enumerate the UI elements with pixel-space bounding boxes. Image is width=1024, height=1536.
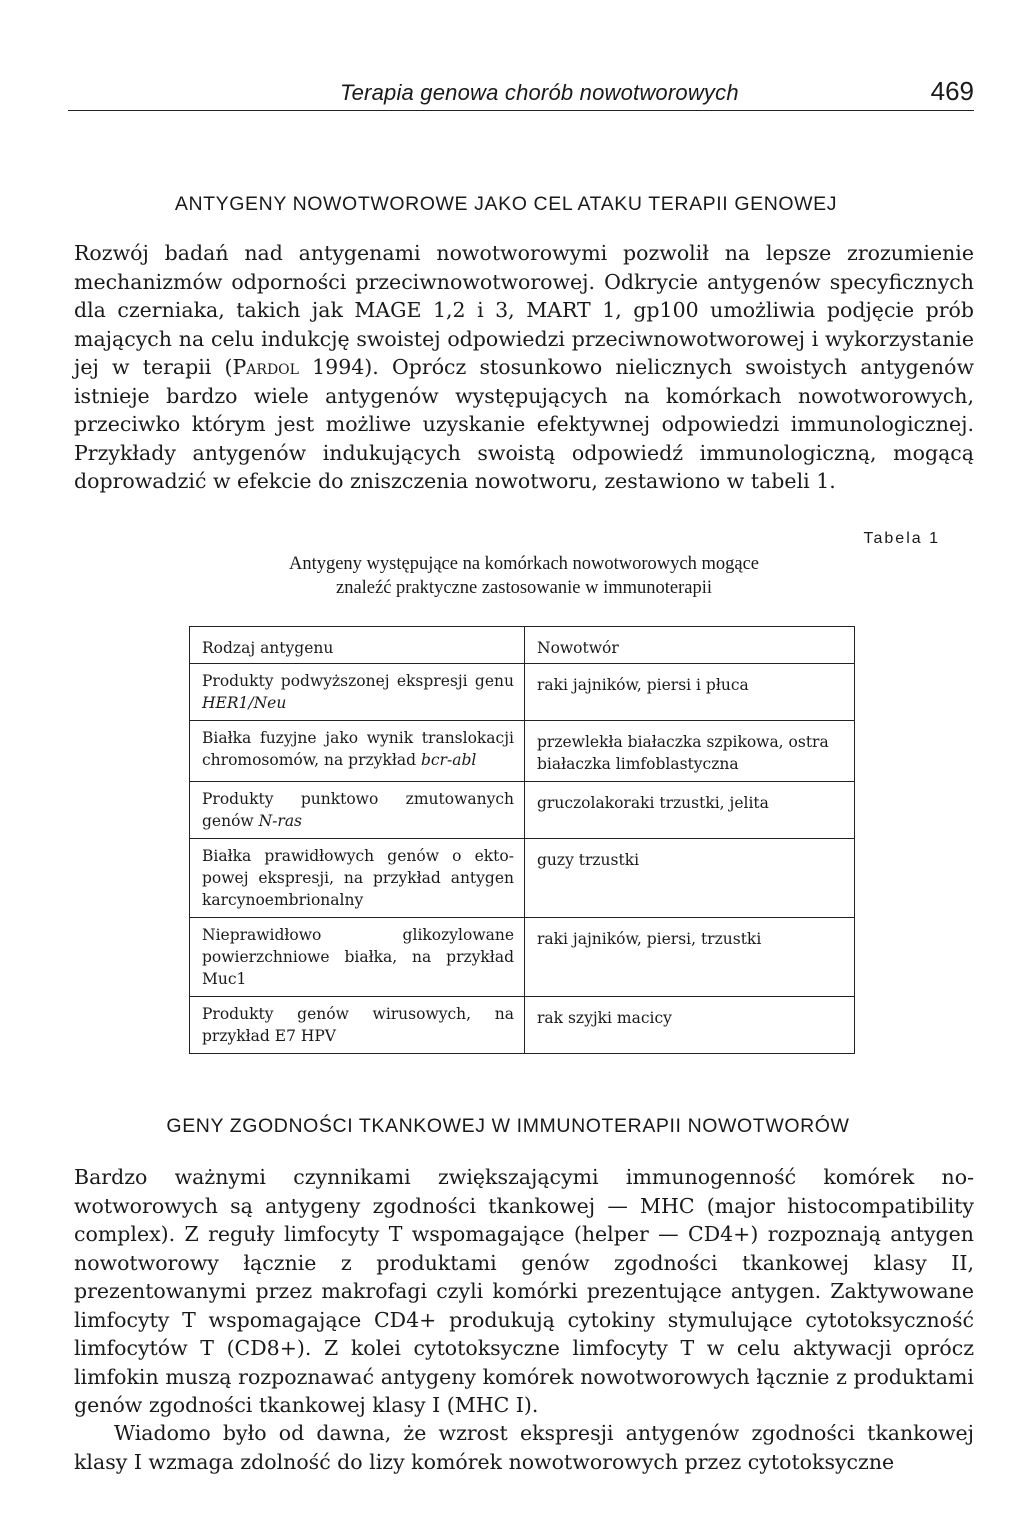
table-row [190,918,855,997]
table-row [190,721,855,782]
tumor-cell: gruczolakoraki trzustki, jelita [525,782,855,839]
tumor-cell: guzy trzustki [525,839,855,918]
antigen-cell: Białka prawidłowych genów o ektopowej ekspresji, na przykład antygen karcynoembrionalny [190,839,525,918]
column-header-antigen: Rodzaj antygenu [190,627,525,664]
antigen-text: Produkty podwyższonej ekspresji genu [202,672,514,690]
antigen-cell: Produkty genów wirusowych, na przykład E7 HPV [190,997,525,1054]
citation-author: Pardol [232,355,299,379]
antigen-text: Białka fuzyjne jako wynik translokacji chromosomów, na przykład [202,729,514,769]
table-row [190,839,855,918]
running-title: Terapia genowa chorób nowotworowych [340,80,739,105]
table-row [190,782,855,839]
paragraph-mhc-1: Bardzo ważnymi czynnikami zwiększającymi immunogenność komórek nowotworowych są antygeny zgodności tkankowej — MHC (major histocompatibility complex). Z reguły limfocyty T wspomagające (helper — CD4+) rozpoznają antygen nowotworowy łącznie z produktami genów zgodności tkankowej klasy II, prezentowanymi przez makrofagi czyli komórki prezentujące antygen. Zaktywowane limfocyty T wspomagające CD4+ produkują cytokiny stymulujące cytotoksyczność limfocytów T (CD8+). Z kolei cytotoksyczne limfocyty T w celu aktywacji oprócz limfokin muszą rozpoznawać antygeny komórek nowotworowych łącznie z produktami genów zgodności tkankowej klasy I (MHC I). [74,1165,974,1417]
table-title [74,552,974,600]
table-title-line: znaleźć praktyczne zastosowanie w immunoterapii [335,578,712,598]
table-caption [74,530,974,600]
antigen-cell [190,664,525,721]
antigen-cell [190,782,525,839]
section-heading-mhc: GENY ZGODNOŚCI TKANKOWEJ W IMMUNOTERAPII NOWOTWORÓW [166,1115,850,1137]
antigen-cell: Nieprawidłowo glikozylowane powierzchniowe białka, na przykład Muc1 [190,918,525,997]
column-header-tumor: Nowotwór [525,627,855,664]
gene-name: HER1/Neu [202,694,287,712]
gene-name: bcr-abl [420,751,477,769]
section-heading-antigens: ANTYGENY NOWOTWOROWE JAKO CEL ATAKU TERAPII GENOWEJ [174,193,838,215]
antigen-text: Produkty punktowo zmutowanych genów [202,790,514,830]
tumor-cell: raki jajników, piersi, trzustki [525,918,855,997]
table-label: Tabela 1 [863,530,940,547]
paragraph-antigens [74,239,974,496]
antigen-table [189,626,855,1054]
antigen-cell [190,721,525,782]
table-row [190,664,855,721]
tumor-cell: przewlekła białaczka szpikowa, ostra białaczka limfoblastyczna [525,721,855,782]
table-row [190,997,855,1054]
table-header-row [190,627,855,664]
paragraph-mhc-2: Wiadomo było od dawna, że wzrost ekspresji antygenów zgodności tkankowej klasy I wzmaga zdolność do lizy komórek nowotworowych przez cytotoksyczne [74,1421,974,1474]
paragraph-text: Rozwój badań nad antygenami nowotworowymi pozwolił na lepsze zrozumienie mechanizmów odporności przeciwnowotworowej. Odkrycie antygenów specyficznych dla czerniaka, takich jak MAGE 1,2 i 3, MART 1, gp100 umożliwia podjęcie prób mających na celu indukcję swoistej odpowiedzi przeciwnowotworowej i wykorzystanie jej w terapii ( [74,241,974,379]
tumor-cell: raki jajników, piersi i płuca [525,664,855,721]
paragraph-text: 1994). Oprócz stosunkowo nielicznych swoistych antygenów istnieje bardzo wiele antygenów występujących na komórkach nowotworowych, przeciwko którym jest możliwe uzyskanie efektywnej odpowiedzi immunologicznej. Przykłady antygenów indukujących swoistą odpowiedź immunologiczną, mogącą doprowadzić w efekcie do zniszczenia nowotworu, zestawiono w tabeli 1. [74,355,974,493]
gene-name: N-ras [258,812,303,830]
table-title-line: Antygeny występujące na komórkach nowotworowych mogące [288,554,760,574]
running-header [68,76,974,111]
tumor-cell: rak szyjki macicy [525,997,855,1054]
page-number: 469 [930,76,974,106]
